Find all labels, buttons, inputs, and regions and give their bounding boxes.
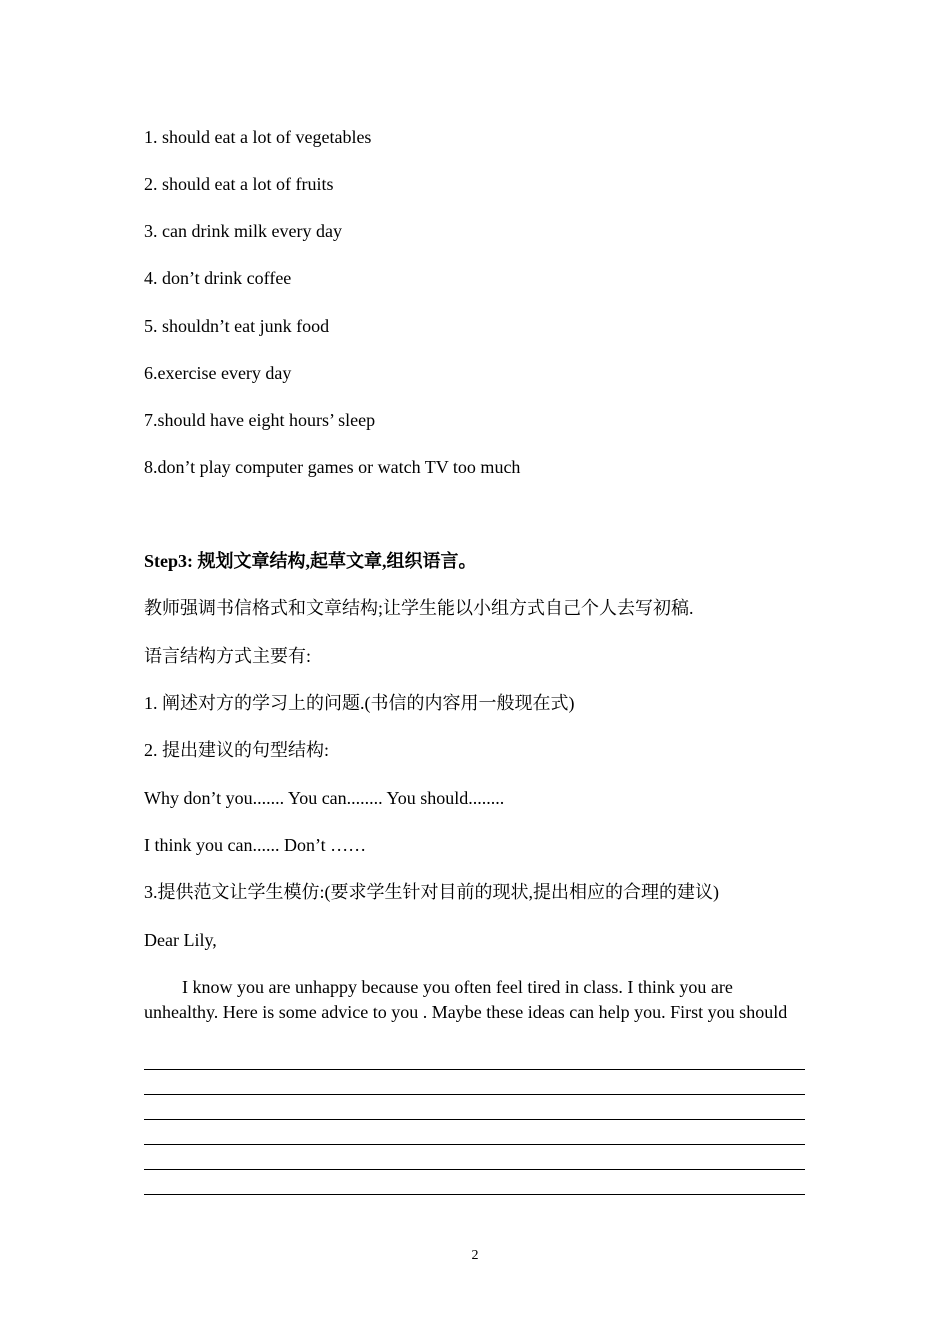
sentence-pattern-2: I think you can...... Don’t …… — [144, 835, 367, 855]
list-item: 5. shouldn’t eat junk food — [144, 316, 330, 336]
letter-salutation: Dear Lily, — [144, 930, 217, 950]
writing-line[interactable] — [144, 1194, 805, 1195]
writing-line[interactable] — [144, 1144, 805, 1145]
writing-line[interactable] — [144, 1169, 805, 1170]
writing-line[interactable] — [144, 1094, 805, 1095]
point-3: 3.提供范文让学生模仿:(要求学生针对目前的现状,提出相应的合理的建议) — [144, 882, 719, 902]
list-item: 7.should have eight hours’ sleep — [144, 410, 376, 430]
step3-heading-prefix: Step3: — [144, 551, 198, 571]
list-item: 2. should eat a lot of fruits — [144, 174, 334, 194]
point-1: 1. 阐述对方的学习上的问题.(书信的内容用一般现在式) — [144, 693, 575, 713]
list-item: 8.don’t play computer games or watch TV too much — [144, 457, 521, 477]
letter-body: I know you are unhappy because you often feel tired in class. I think you are unhealthy. Here is some advice to you . Maybe these ideas can help you. First you should — [144, 977, 788, 1022]
writing-line[interactable] — [144, 1119, 805, 1120]
step3-heading — [144, 550, 477, 572]
step3-heading-text: 规划文章结构,起草文章,组织语言。 — [197, 551, 477, 571]
structure-intro: 语言结构方式主要有: — [144, 646, 312, 666]
teacher-instruction: 教师强调书信格式和文章结构;让学生能以小组方式自己个人去写初稿. — [144, 598, 694, 618]
point-2: 2. 提出建议的句型结构: — [144, 740, 330, 760]
list-item: 3. can drink milk every day — [144, 221, 342, 241]
sentence-pattern-1: Why don’t you....... You can........ You should........ — [144, 788, 505, 808]
writing-line[interactable] — [144, 1069, 805, 1070]
page-number: 2 — [471, 1248, 479, 1263]
list-item: 4. don’t drink coffee — [144, 268, 292, 288]
list-item: 1. should eat a lot of vegetables — [144, 127, 372, 147]
list-item: 6.exercise every day — [144, 363, 292, 383]
